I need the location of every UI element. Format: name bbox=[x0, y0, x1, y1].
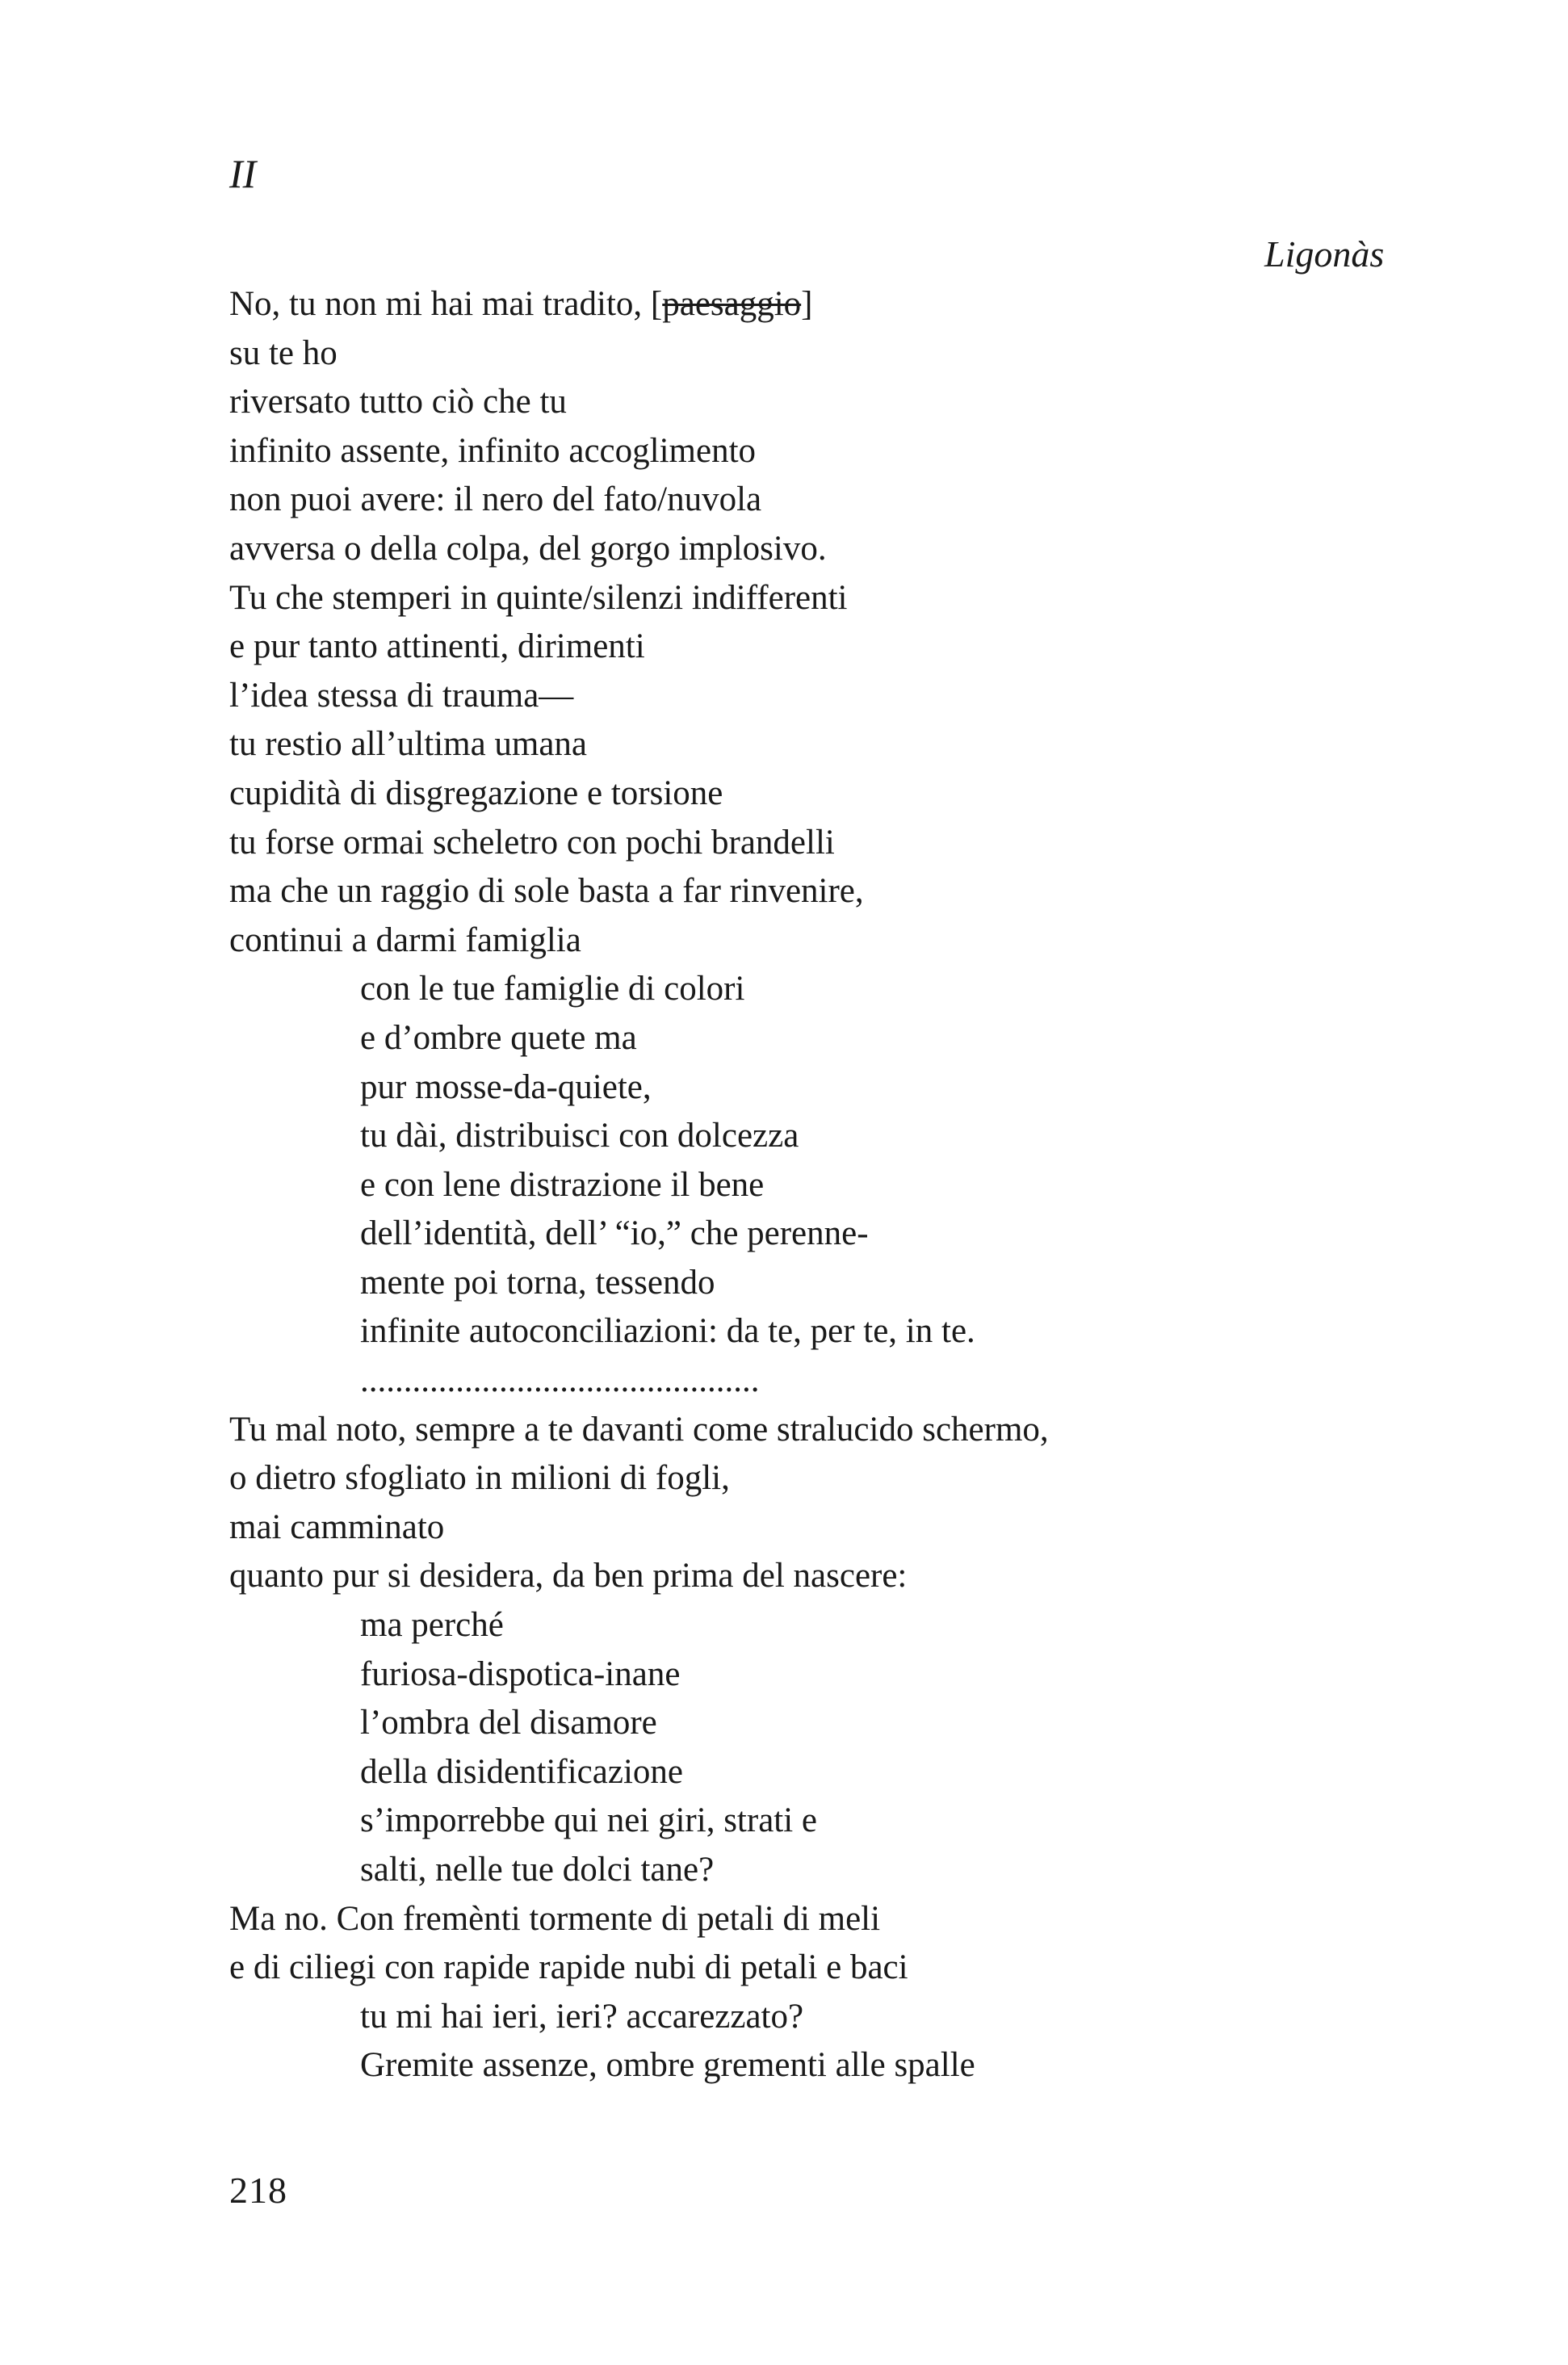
poem-line: tu mi hai ieri, ieri? accarezzato? bbox=[360, 1997, 804, 2036]
poem-line: l’ombra del disamore bbox=[360, 1704, 657, 1742]
poem-line: dell’identità, dell’ “io,” che perenne- bbox=[360, 1214, 869, 1253]
poem-lines bbox=[229, 329, 1489, 2090]
poem-line: e con lene distrazione il bene bbox=[360, 1165, 765, 1204]
page-number: 218 bbox=[229, 2170, 287, 2211]
poem-line: s’imporrebbe qui nei giri, strati e bbox=[360, 1801, 818, 1840]
poem-line: Tu mal noto, sempre a te davanti come stralucido schermo, bbox=[229, 1410, 1049, 1449]
poem-line: della disidentificazione bbox=[360, 1752, 683, 1791]
poem-line: ma perché bbox=[360, 1606, 504, 1645]
poem-line: infinite autoconciliazioni: da te, per te, in te. bbox=[360, 1312, 975, 1351]
running-head-title: Ligonàs bbox=[1264, 233, 1385, 275]
poem-line: .............................................. bbox=[360, 1361, 760, 1400]
poem-line: l’idea stessa di trauma— bbox=[229, 676, 574, 715]
poem-line: non puoi avere: il nero del fato/nuvola bbox=[229, 480, 762, 519]
poem-first-line bbox=[229, 280, 1489, 329]
poem-line: Gremite assenze, ombre grementi alle spalle bbox=[360, 2046, 975, 2085]
struck-word: paesaggio bbox=[662, 285, 802, 323]
poem-line: furiosa-dispotica-inane bbox=[360, 1654, 681, 1693]
poem-line: tu forse ormai scheletro con pochi brandelli bbox=[229, 823, 835, 862]
poem-line: mai camminato bbox=[229, 1507, 445, 1546]
poem-line: tu restio all’ultima umana bbox=[229, 725, 588, 764]
poem-line: pur mosse-da-quiete, bbox=[360, 1067, 652, 1106]
poem-line: e di ciliegi con rapide rapide nubi di petali e baci bbox=[229, 1948, 908, 1987]
poem-line: cupidità di disgregazione e torsione bbox=[229, 774, 723, 812]
poem-line: Ma no. Con fremènti tormente di petali di meli bbox=[229, 1899, 881, 1938]
poem-line: infinito assente, infinito accoglimento bbox=[229, 431, 757, 470]
poem-line: o dietro sfogliato in milioni di fogli, bbox=[229, 1459, 730, 1498]
poem-line: e d’ombre quete ma bbox=[360, 1018, 637, 1057]
poem-line: quanto pur si desidera, da ben prima del nascere: bbox=[229, 1557, 908, 1596]
poem-line: riversato tutto ciò che tu bbox=[229, 383, 567, 421]
poem-first-line-text: No, tu non mi hai mai tradito, bbox=[229, 285, 651, 323]
poem-line: Tu che stemperi in quinte/silenzi indifferenti bbox=[229, 578, 848, 617]
poem-line: e pur tanto attinenti, dirimenti bbox=[229, 627, 645, 666]
poem-line: tu dài, distribuisci con dolcezza bbox=[360, 1117, 799, 1155]
poem-body bbox=[229, 280, 1489, 2090]
poem-line: con le tue famiglie di colori bbox=[360, 970, 745, 1008]
bracket-open: [ bbox=[650, 285, 663, 323]
poem-line: avversa o della colpa, del gorgo implosivo. bbox=[229, 529, 827, 568]
poem-line: ma che un raggio di sole basta a far rinvenire, bbox=[229, 872, 864, 911]
bracket-close: ] bbox=[801, 285, 813, 323]
poem-line: continui a darmi famiglia bbox=[229, 920, 581, 959]
poem-line: mente poi torna, tessendo bbox=[360, 1263, 715, 1302]
section-number: II bbox=[229, 151, 257, 196]
poem-line: su te ho bbox=[229, 333, 337, 372]
poem-line: salti, nelle tue dolci tane? bbox=[360, 1851, 715, 1889]
